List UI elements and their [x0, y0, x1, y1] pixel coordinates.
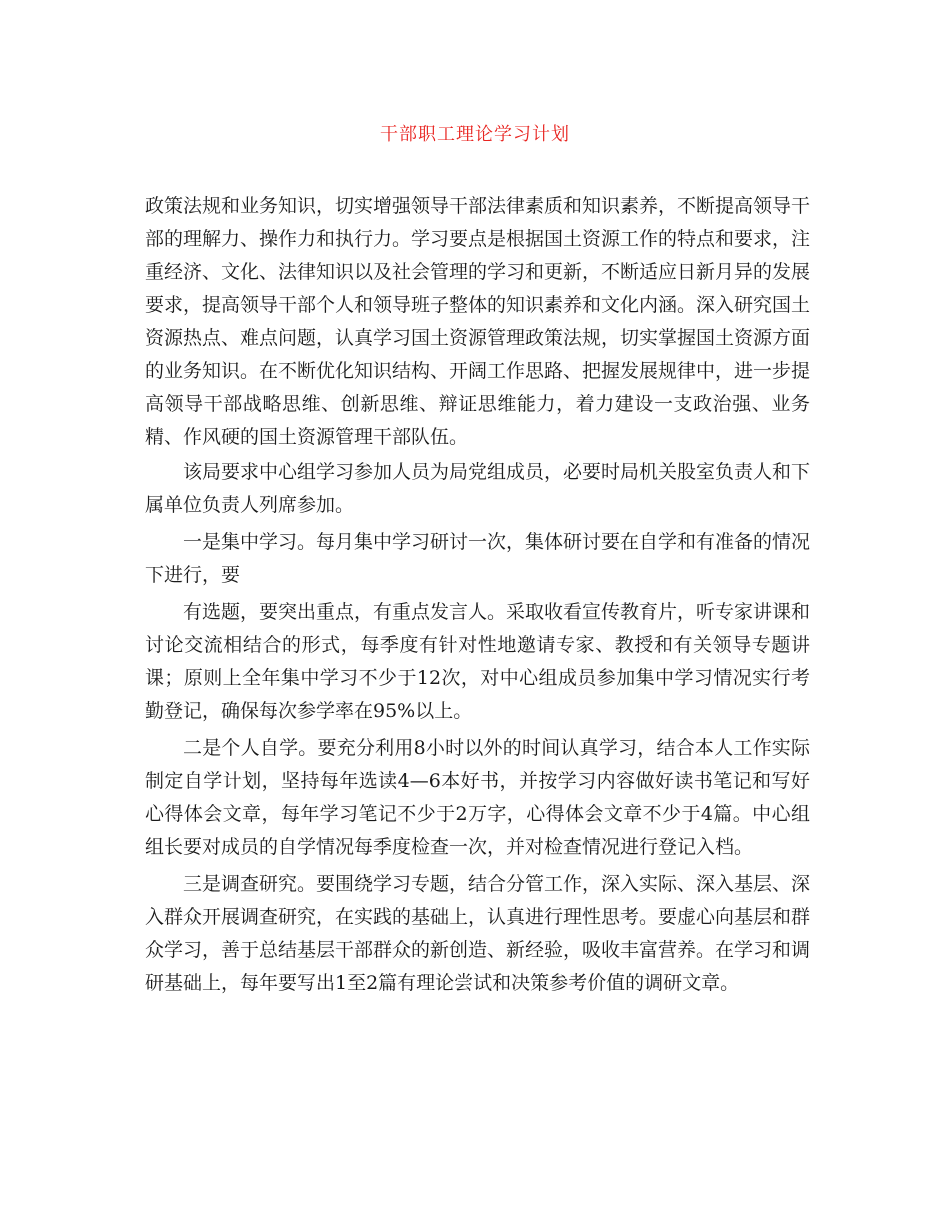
paragraph-centralized-study: 一是集中学习。每月集中学习研讨一次，集体研讨要在自学和有准备的情况下进行，要: [145, 531, 811, 586]
paragraph-centralized-study-continued: 有选题，要突出重点，有重点发言人。采取收看宣传教育片，听专家讲课和讨论交流相结合的形式，每季度有针对性地邀请专家、教授和有关领导专题讲课；原则上全年集中学习不少于12次，对中心组成员参加集中学习情况实行考勤登记，确保每次参学率在95%以上。: [145, 601, 811, 722]
paragraph-participants: 该局要求中心组学习参加人员为局党组成员，必要时局机关股室负责人和下属单位负责人列席参加。: [145, 461, 811, 516]
document-body: [145, 190, 810, 1000]
paragraph-research: 三是调查研究。要围绕学习专题，结合分管工作，深入实际、深入基层、深入群众开展调查研究，在实践的基础上，认真进行理性思考。要虚心向基层和群众学习，善于总结基层干部群众的新创造、新经验，吸收丰富营养。在学习和调研基础上，每年要写出1至2篇有理论尝试和决策参考价值的调研文章。: [145, 873, 811, 994]
document-title: 干部职工理论学习计划: [380, 124, 570, 145]
paragraph-intro: 政策法规和业务知识，切实增强领导干部法律素质和知识素养，不断提高领导干部的理解力、操作力和执行力。学习要点是根据国土资源工作的特点和要求，注重经济、文化、法律知识以及社会管理的学习和更新，不断适应日新月异的发展要求，提高领导干部个人和领导班子整体的知识素养和文化内涵。深入研究国土资源热点、难点问题，认真学习国土资源管理政策法规，切实掌握国土资源方面的业务知识。在不断优化知识结构、开阔工作思路、把握发展规律中，进一步提高领导干部战略思维、创新思维、辩证思维能力，着力建设一支政治强、业务精、作风硬的国土资源管理干部队伍。: [145, 195, 811, 448]
paragraph-self-study: 二是个人自学。要充分利用8小时以外的时间认真学习，结合本人工作实际制定自学计划，坚持每年选读4—6本好书，并按学习内容做好读书笔记和写好心得体会文章，每年学习笔记不少于2万字，心得体会文章不少于4篇。中心组组长要对成员的自学情况每季度检查一次，并对检查情况进行登记入档。: [145, 737, 810, 858]
